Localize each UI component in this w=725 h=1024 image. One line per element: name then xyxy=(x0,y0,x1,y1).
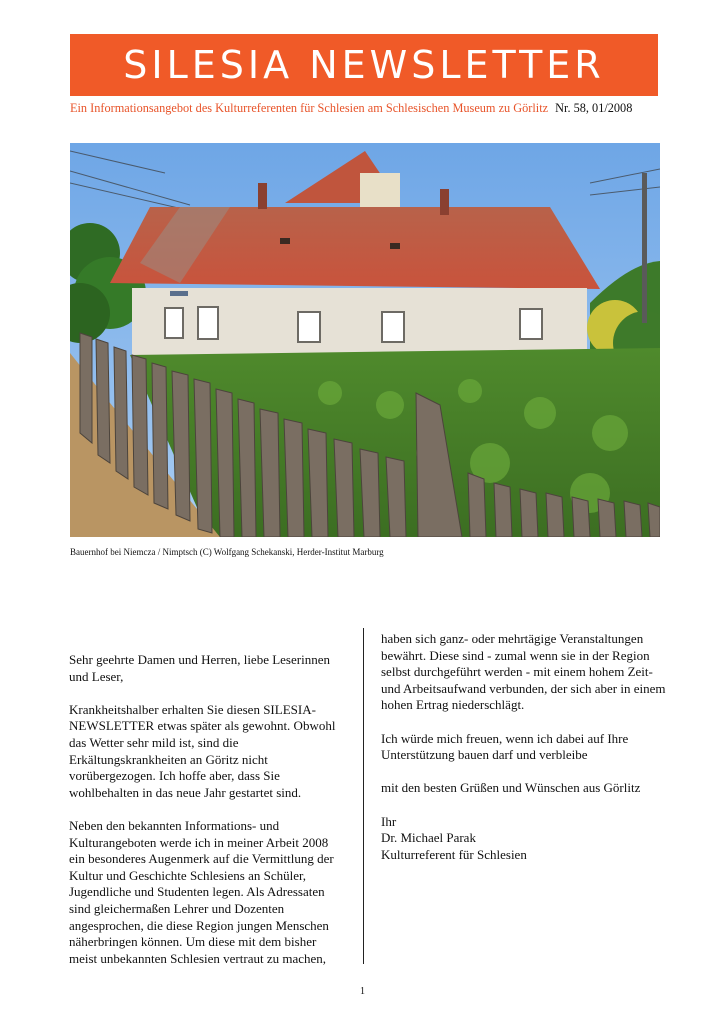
letter-salutation: Sehr geehrte Damen und Herren, liebe Leserinnen und Leser, xyxy=(69,652,330,684)
issue-number: Nr. 58, 01/2008 xyxy=(555,101,633,115)
signature-line: Ihr xyxy=(381,813,397,829)
letter-paragraph: Neben den bekannten Informations- und Kulturangeboten werde ich in meiner Arbeit 2008 ein besonderes Augenmerk auf die Vermittlung der Kultur und Geschichte Schlesiens an Schüler, Jugendliche und Studenten legen. Als Adressaten sind gleichermaßen Lehrer und Dozenten angesprochen, die diese Region jungen Menschen näherbringen können. Um diese mit dem bisher meist unbekannten Schlesien vertraut zu machen, xyxy=(69,817,334,966)
publisher-info: Ein Informationsangebot des Kulturreferenten für Schlesien am Schlesischen Museum zu Görlitz xyxy=(70,101,549,115)
letter-column-left xyxy=(69,652,344,984)
letter-paragraph: haben sich ganz- oder mehrtägige Veranstaltungen bewährt. Diese sind - zumal wenn sie in der Region selbst durchgeführt werden - mit einem hohem Zeit- und Arbeitsaufwand verbunden, der sich aber in einem hohen Ertrag niederschlägt. xyxy=(381,631,666,713)
letter-paragraph: Ich würde mich freuen, wenn ich dabei auf Ihre Unterstützung bauen darf und verbleibe xyxy=(381,730,629,763)
signature-title: Kulturreferent für Schlesien xyxy=(381,846,527,862)
signature-name: Dr. Michael Parak xyxy=(381,830,476,846)
signature-block xyxy=(381,814,666,864)
page-number: 1 xyxy=(360,986,365,997)
header-subline xyxy=(70,101,658,115)
newsletter-banner xyxy=(70,34,658,96)
newsletter-title: SILESIA NEWSLETTER xyxy=(123,43,605,87)
column-divider xyxy=(363,628,364,964)
farmhouse-photo xyxy=(70,143,660,537)
photo-caption: Bauernhof bei Niemcza / Nimptsch (C) Wolfgang Schekanski, Herder-Institut Marburg xyxy=(70,547,384,557)
letter-column-right xyxy=(381,631,666,863)
letter-paragraph: Krankheitshalber erhalten Sie diesen SILESIA-NEWSLETTER etwas später als gewohnt. Obwohl das Wetter sehr mild ist, sind die Erkältungskrankheiten an Göritz nicht vorübergezogen. Ich hoffe aber, dass Sie wohlbehalten in das neue Jahr gestartet sind. xyxy=(69,701,336,800)
letter-closing: mit den besten Grüßen und Wünschen aus Görlitz xyxy=(381,780,641,796)
